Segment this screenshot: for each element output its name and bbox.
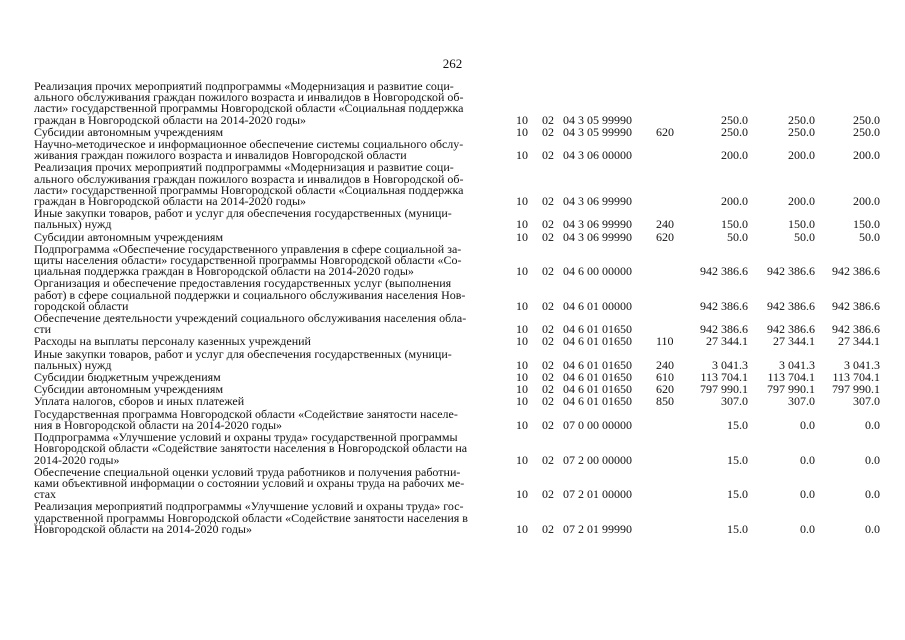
- amount-year-2: 942 386.6: [767, 322, 815, 337]
- expense-type-code: [656, 500, 681, 535]
- target-article-code: 04 6 00 00000: [563, 264, 632, 279]
- amount-year-2: 250.0: [788, 112, 815, 127]
- subsection-code: 02: [542, 194, 554, 209]
- amount-year-1: 797 990.1: [700, 382, 748, 397]
- description-line: Обеспечение деятельности учреждений социального обслуживания населения обла-: [34, 311, 467, 326]
- section-code: 10: [516, 217, 528, 232]
- section-code: 10: [516, 124, 528, 139]
- amount-year-3: 0.0: [865, 487, 880, 502]
- amount-year-1: 3 041.3: [712, 357, 748, 372]
- section-code: 10: [516, 417, 528, 432]
- budget-table: [34, 80, 880, 535]
- subsection-code: 02: [542, 521, 554, 536]
- section-code: 10: [516, 382, 528, 397]
- row-description: [34, 408, 516, 431]
- amount-year-3: 250.0: [853, 124, 880, 139]
- amount-year-1: 200.0: [721, 194, 748, 209]
- description-line: ального обслуживания граждан пожилого возраста и инвалидов в Новгородской об-: [34, 90, 464, 105]
- section-code: 10: [516, 229, 528, 244]
- description-line: циальная поддержка граждан в Новгородской области на 2014-2020 годы»: [34, 264, 414, 279]
- description-line: Иные закупки товаров, работ и услуг для обеспечения государственных (муници-: [34, 346, 452, 361]
- amount-year-1: 250.0: [721, 124, 748, 139]
- subsection-code: 02: [542, 370, 554, 385]
- description-line: Субсидии бюджетным учреждениям: [34, 370, 221, 385]
- table-row: [34, 408, 880, 431]
- subsection-code: 02: [542, 264, 554, 279]
- row-description: [34, 466, 516, 501]
- expense-type-code: 620: [656, 382, 674, 397]
- page-number: 262: [442, 56, 463, 71]
- expense-type-code: [656, 312, 681, 335]
- subsection-code: 02: [542, 394, 554, 409]
- section-code: 10: [516, 334, 528, 349]
- table-row: [34, 243, 880, 278]
- row-description: [34, 395, 516, 407]
- amount-year-2: 0.0: [800, 521, 815, 536]
- amount-year-3: 50.0: [859, 229, 880, 244]
- amount-year-1: 15.0: [727, 487, 748, 502]
- section-code: 10: [516, 521, 528, 536]
- subsection-code: 02: [542, 322, 554, 337]
- description-line: Иные закупки товаров, работ и услуг для обеспечения государственных (муници-: [34, 206, 452, 221]
- amount-year-2: 307.0: [788, 394, 815, 409]
- table-row: [34, 231, 880, 243]
- amount-year-3: 0.0: [865, 521, 880, 536]
- amount-year-2: 27 344.1: [773, 334, 815, 349]
- amount-year-2: 0.0: [800, 487, 815, 502]
- subsection-code: 02: [542, 298, 554, 313]
- description-line: Субсидии автономным учреждениям: [34, 382, 224, 397]
- description-line: Субсидии автономным учреждениям: [34, 229, 224, 244]
- target-article-code: 04 3 06 99990: [563, 229, 632, 244]
- description-line: Реализация мероприятий подпрограммы «Улучшение условий и охраны труда» гос-: [34, 499, 464, 514]
- description-line: Подпрограмма «Улучшение условий и охраны труда» государственной программы: [34, 430, 458, 445]
- description-line: Субсидии автономным учреждениям: [34, 124, 224, 139]
- expense-type-code: [656, 466, 681, 501]
- row-description: [34, 431, 516, 466]
- row-description: [34, 500, 516, 535]
- row-description: [34, 277, 516, 312]
- subsection-code: 02: [542, 217, 554, 232]
- section-code: 10: [516, 148, 528, 163]
- amount-year-1: 942 386.6: [700, 264, 748, 279]
- section-code: 10: [516, 298, 528, 313]
- target-article-code: 04 6 01 01650: [563, 322, 632, 337]
- amount-year-2: 797 990.1: [767, 382, 815, 397]
- amount-year-1: 15.0: [727, 417, 748, 432]
- amount-year-2: 200.0: [788, 148, 815, 163]
- section-code: 10: [516, 357, 528, 372]
- target-article-code: 04 6 01 01650: [563, 334, 632, 349]
- expense-type-code: 240: [656, 357, 674, 372]
- table-row: [34, 80, 880, 126]
- amount-year-3: 797 990.1: [832, 382, 880, 397]
- section-code: 10: [516, 194, 528, 209]
- description-line: Организация и обеспечение предоставления государственных услуг (выполнения: [34, 276, 452, 291]
- expense-type-code: [656, 408, 681, 431]
- description-line: Подпрограмма «Обеспечение государственного управления в сфере социальной за-: [34, 241, 462, 256]
- table-row: [34, 466, 880, 501]
- expense-type-code: [656, 431, 681, 466]
- section-code: 10: [516, 322, 528, 337]
- expense-type-code: [656, 138, 681, 161]
- description-line: Новгородской области «Содействие занятости населения в Новгородской области на: [34, 441, 468, 456]
- subsection-code: 02: [542, 417, 554, 432]
- description-line: ками объективной информации о состоянии условий и охраны труда на рабочих ме-: [34, 475, 465, 490]
- description-line: Новгородской области на 2014-2020 годы»: [34, 521, 252, 536]
- amount-year-2: 3 041.3: [779, 357, 815, 372]
- description-line: живания граждан пожилого возраста и инвалидов Новгородской области: [34, 148, 407, 163]
- target-article-code: 04 6 01 01650: [563, 394, 632, 409]
- description-line: Обеспечение специальной оценки условий труда работников и получения работни-: [34, 464, 461, 479]
- expense-type-code: 610: [656, 370, 674, 385]
- target-article-code: 07 2 01 00000: [563, 487, 632, 502]
- amount-year-3: 0.0: [865, 417, 880, 432]
- amount-year-1: 200.0: [721, 148, 748, 163]
- amount-year-1: 113 704.1: [700, 370, 748, 385]
- amount-year-3: 113 704.1: [832, 370, 880, 385]
- subsection-code: 02: [542, 112, 554, 127]
- description-line: щиты населения области» государственной программы Новгородской области «Со-: [34, 253, 462, 268]
- description-line: Расходы на выплаты персоналу казенных учреждений: [34, 334, 311, 349]
- row-description: [34, 335, 516, 347]
- target-article-code: 04 6 01 01650: [563, 370, 632, 385]
- expense-type-code: 620: [656, 124, 674, 139]
- table-row: [34, 312, 880, 335]
- description-line: стах: [34, 487, 57, 502]
- description-line: Государственная программа Новгородской области «Содействие занятости населе-: [34, 406, 458, 421]
- target-article-code: 04 6 01 01650: [563, 382, 632, 397]
- amount-year-3: 942 386.6: [832, 264, 880, 279]
- description-line: ласти» государственной программы Новгородской области «Социальная поддержка: [34, 101, 464, 116]
- table-row: [34, 161, 880, 207]
- table-row: [34, 395, 880, 407]
- row-description: [34, 207, 516, 230]
- description-line: работ) в сфере социальной поддержки и социального обслуживания населения Нов-: [34, 287, 466, 302]
- amount-year-2: 150.0: [788, 217, 815, 232]
- section-code: 10: [516, 112, 528, 127]
- description-line: Реализация прочих мероприятий подпрограммы «Модернизация и развитие соци-: [34, 160, 454, 175]
- amount-year-2: 250.0: [788, 124, 815, 139]
- subsection-code: 02: [542, 487, 554, 502]
- amount-year-3: 3 041.3: [844, 357, 880, 372]
- target-article-code: 04 3 06 00000: [563, 148, 632, 163]
- subsection-code: 02: [542, 229, 554, 244]
- description-line: городской области: [34, 298, 129, 313]
- amount-year-2: 50.0: [794, 229, 815, 244]
- description-line: ударственной программы Новгородской области «Содействие занятости населения в: [34, 510, 468, 525]
- row-description: [34, 138, 516, 161]
- expense-type-code: [656, 80, 681, 126]
- row-description: [34, 80, 516, 126]
- target-article-code: 04 3 05 99990: [563, 124, 632, 139]
- subsection-code: 02: [542, 334, 554, 349]
- target-article-code: 04 3 06 99990: [563, 194, 632, 209]
- amount-year-1: 307.0: [721, 394, 748, 409]
- amount-year-3: 942 386.6: [832, 298, 880, 313]
- amount-year-3: 307.0: [853, 394, 880, 409]
- amount-year-1: 150.0: [721, 217, 748, 232]
- target-article-code: 07 2 01 99990: [563, 521, 632, 536]
- target-article-code: 04 6 01 00000: [563, 298, 632, 313]
- target-article-code: 04 6 01 01650: [563, 357, 632, 372]
- table-row: [34, 431, 880, 466]
- description-line: граждан в Новгородской области на 2014-2020 годы»: [34, 112, 307, 127]
- amount-year-2: 113 704.1: [767, 370, 815, 385]
- amount-year-1: 15.0: [727, 452, 748, 467]
- amount-year-3: 150.0: [853, 217, 880, 232]
- amount-year-3: 200.0: [853, 194, 880, 209]
- expense-type-code: 110: [656, 334, 674, 349]
- section-code: 10: [516, 264, 528, 279]
- table-row: [34, 277, 880, 312]
- amount-year-3: 250.0: [853, 112, 880, 127]
- description-line: ласти» государственной программы Новгородской области «Социальная поддержка: [34, 182, 464, 197]
- amount-year-3: 27 344.1: [838, 334, 880, 349]
- subsection-code: 02: [542, 452, 554, 467]
- amount-year-2: 0.0: [800, 417, 815, 432]
- amount-year-1: 50.0: [727, 229, 748, 244]
- expense-type-code: [656, 161, 681, 207]
- amount-year-3: 200.0: [853, 148, 880, 163]
- description-line: 2014-2020 годы»: [34, 452, 120, 467]
- description-line: Научно-методическое и информационное обеспечение системы социального обслу-: [34, 137, 464, 152]
- subsection-code: 02: [542, 124, 554, 139]
- target-article-code: 07 2 00 00000: [563, 452, 632, 467]
- amount-year-1: 250.0: [721, 112, 748, 127]
- table-row: [34, 335, 880, 347]
- row-description: [34, 231, 516, 243]
- description-line: ния в Новгородской области на 2014-2020 годы»: [34, 417, 283, 432]
- subsection-code: 02: [542, 357, 554, 372]
- expense-type-code: [656, 243, 681, 278]
- table-row: [34, 207, 880, 230]
- target-article-code: 04 3 06 99990: [563, 217, 632, 232]
- table-row: [34, 138, 880, 161]
- amount-year-1: 942 386.6: [700, 322, 748, 337]
- description-line: пальных) нужд: [34, 217, 112, 232]
- amount-year-2: 942 386.6: [767, 264, 815, 279]
- description-line: ального обслуживания граждан пожилого возраста и инвалидов в Новгородской об-: [34, 171, 464, 186]
- table-row: [34, 348, 880, 371]
- amount-year-1: 27 344.1: [706, 334, 748, 349]
- subsection-code: 02: [542, 382, 554, 397]
- target-article-code: 07 0 00 00000: [563, 417, 632, 432]
- target-article-code: 04 3 05 99990: [563, 112, 632, 127]
- section-code: 10: [516, 370, 528, 385]
- row-description: [34, 243, 516, 278]
- expense-type-code: 850: [656, 394, 674, 409]
- subsection-code: 02: [542, 148, 554, 163]
- description-line: сти: [34, 322, 51, 337]
- amount-year-2: 200.0: [788, 194, 815, 209]
- amount-year-1: 942 386.6: [700, 298, 748, 313]
- amount-year-1: 15.0: [727, 521, 748, 536]
- row-description: [34, 312, 516, 335]
- description-line: Уплата налогов, сборов и иных платежей: [34, 394, 245, 409]
- section-code: 10: [516, 487, 528, 502]
- row-description: [34, 161, 516, 207]
- expense-type-code: 620: [656, 229, 674, 244]
- amount-year-2: 0.0: [800, 452, 815, 467]
- expense-type-code: [656, 277, 681, 312]
- table-row: [34, 500, 880, 535]
- table-body: [34, 80, 880, 535]
- description-line: граждан в Новгородской области на 2014-2020 годы»: [34, 194, 307, 209]
- amount-year-3: 0.0: [865, 452, 880, 467]
- description-line: пальных) нужд: [34, 357, 112, 372]
- section-code: 10: [516, 452, 528, 467]
- row-description: [34, 348, 516, 371]
- expense-type-code: 240: [656, 217, 674, 232]
- description-line: Реализация прочих мероприятий подпрограммы «Модернизация и развитие соци-: [34, 79, 454, 93]
- section-code: 10: [516, 394, 528, 409]
- amount-year-2: 942 386.6: [767, 298, 815, 313]
- amount-year-3: 942 386.6: [832, 322, 880, 337]
